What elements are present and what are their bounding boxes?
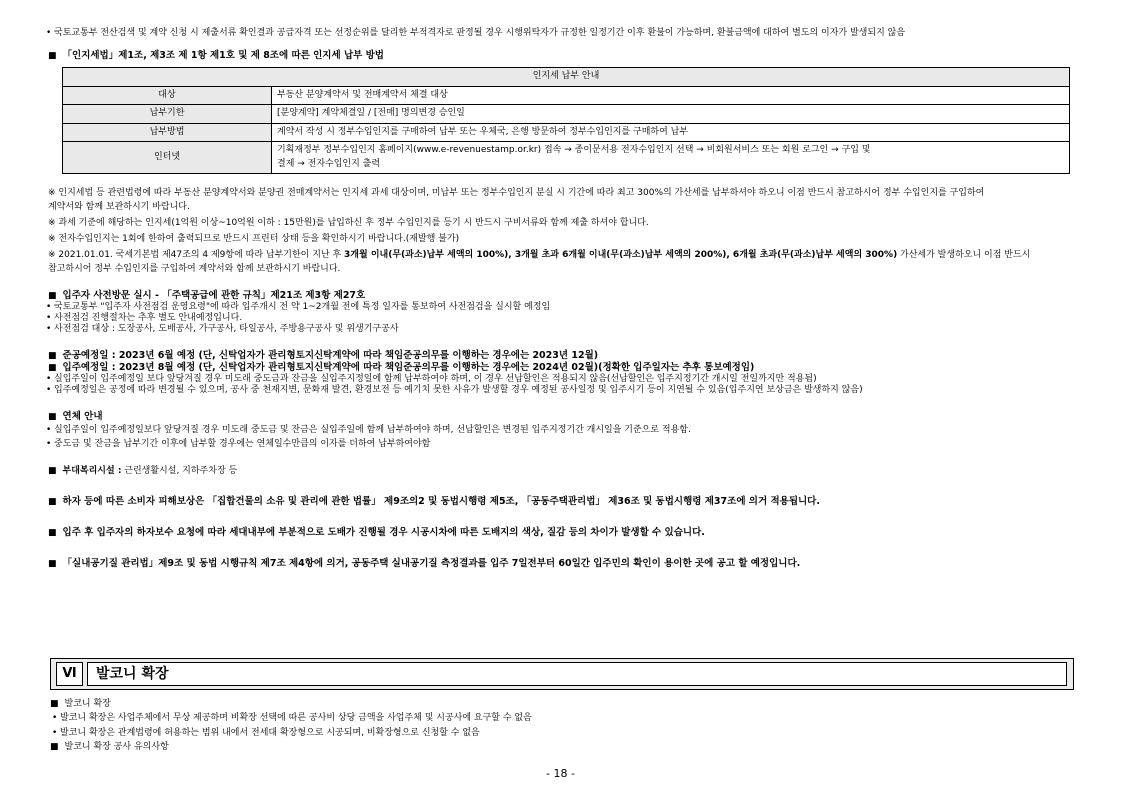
table-row [63, 123, 1070, 142]
table-row [63, 105, 1070, 124]
page-number: - 18 - [546, 767, 575, 780]
section-header-balcony [50, 658, 1074, 690]
list-item: • 실입주일이 입주예정일보다 앞당겨질 경우 미도래 중도금 및 잔금은 실입주일에 함께 납부하여야 하며, 선납할인은 변경된 입주지정기간 개시일을 기준으로 적용함. [48, 423, 1078, 437]
table-row [63, 86, 1070, 105]
balcony-section [50, 697, 1070, 755]
row-value: [분양계약] 계약체결일 / [전매] 명의변경 승인일 [272, 105, 1070, 124]
list-item: • 중도금 및 잔금을 납부기간 이후에 납부할 경우에는 연체일수만큼의 이자를 더하여 납부하여야함 [48, 437, 1078, 451]
row-label: 납부기한 [63, 105, 272, 124]
square-bullet-icon: ■ [48, 51, 57, 62]
balcony-caution-heading: ■ 발코니 확장 공사 유의사항 [50, 742, 169, 753]
square-bullet-icon: ■ [48, 496, 57, 507]
section-number: Ⅵ [56, 662, 83, 686]
overdue-heading: ■ 연체 안내 [48, 410, 103, 422]
row-label: 인터넷 [63, 142, 272, 174]
square-bullet-icon: ■ [48, 465, 57, 476]
completion-heading: ■ 준공예정일 : 2023년 6월 예정 (단, 신탁업자가 관리형토지신탁계약에 따라 책임준공의무를 이행하는 경우에는 2023년 12월) [48, 349, 599, 361]
row-label: 납부방법 [63, 123, 272, 142]
table-row [63, 142, 1070, 174]
defect-compensation-heading: ■ 하자 등에 따른 소비자 피해보상은 「집합건물의 소유 및 관리에 관한 법률」 제9조의2 및 동법시행령 제5조, 「공동주택관리법」 제36조 및 동법시행령 제37조에 의거 적용됩니다. [48, 495, 820, 507]
pre-visit-heading: ■ 입주자 사전방문 실시 - 「주택공급에 관한 규칙」제21조 제3항 제27호 [48, 289, 366, 301]
square-bullet-icon: ■ [48, 559, 57, 570]
wallpaper-notice-heading: ■ 입주 후 입주자의 하자보수 요청에 따라 세대내부에 부분적으로 도배가 진행될 경우 시공시차에 따른 도배지의 색상, 질감 등의 차이가 발생할 수 있습니다. [48, 527, 705, 539]
list-item: • 입주예정일은 공정에 따라 변경될 수 있으며, 공사 중 천재지변, 문화재 발견, 환경보전 등 예기치 못한 사유가 발생할 경우 예정된 공사일정 및 입주시기 등이 지연될 수 있음(입주지연 보상금은 발생하지 않음) [48, 385, 1078, 396]
facilities-line: ■ 부대복리시설 : 근린생활시설, 지하주차장 등 [48, 465, 238, 476]
move-in-heading: ■ 입주예정일 : 2023년 8월 예정 (단, 신탁업자가 관리형토지신탁계약에 따라 책임준공의무를 이행하는 경우에는 2024년 02월)(정확한 입주일자는 추후 통보예정임) [48, 361, 755, 373]
list-item: • 발코니 확장은 관계법령에 허용하는 범위 내에서 전세대 확장형으로 시공되며, 비확장형으로 신청할 수 없음 [54, 726, 1070, 740]
square-bullet-icon: ■ [48, 362, 57, 373]
square-bullet-icon: ■ [50, 699, 59, 709]
list-item: • 국토교통부 "입주자 사전점검 운영요령"에 따라 입주개시 전 약 1~2개월 전에 특정 일자를 통보하여 사전점검을 실시할 예정임 [48, 302, 1078, 313]
balcony-heading: ■ 발코니 확장 [50, 699, 111, 709]
list-item: • 사전점검 대상 : 도장공사, 도배공사, 가구공사, 타일공사, 주방용구공사 및 위생기구공사 [48, 324, 1078, 335]
refund-note: • 국토교통부 전산검색 및 계약 신청 시 제출서류 확인결과 공급자격 또는 선정순위를 달리한 부적격자로 판정될 경우 시행위탁자가 규정한 일정기간 이후 환불이 가능하며, 환불금액에 대하여 별도의 이자가 발생되지 않음 [48, 28, 1078, 39]
square-bullet-icon: ■ [48, 290, 57, 301]
row-value: 기획재정부 정부수입인지 홈페이지(www.e-revenuestamp.or.kr) 접속 → 종이문서용 전자수입인지 선택 → 비회원서비스 또는 회원 로그인 → 구입 및 결제 → 전자수입인지 출력 [272, 142, 1070, 174]
square-bullet-icon: ■ [48, 528, 57, 539]
list-item: • 실입주일이 입주예정일 보다 앞당겨질 경우 미도래 중도금과 잔금을 실입주지정일에 함께 납부하여야 하며, 이 경우 선납할인은 적용되지 않음(선납할인은 입주지정기간 개시일 전일까지만 적용됨) [48, 374, 1078, 385]
square-bullet-icon: ■ [50, 742, 59, 753]
square-bullet-icon: ■ [48, 411, 57, 422]
indoor-air-heading: ■ 「실내공기질 관리법」제9조 및 동법 시행규칙 제7조 제4항에 의거, 공동주택 실내공기질 측정결과를 입주 7일전부터 60일간 입주민의 확인이 용이한 곳에 공고 할 예정입니다. [48, 558, 801, 570]
section-title: 발코니 확장 [87, 662, 1067, 686]
stamp-tax-notes: ※ 인지세법 등 관련법령에 따라 부동산 분양계약서와 분양권 전매계약서는 인지세 과세 대상이며, 미납부 또는 정부수입인지 분실 시 기간에 따라 최고 300%의 가산세를 납부하셔야 하오니 이점 반드시 참고하시어 정부 수입인지를 구입하여 계약서와 함께 보관하시기 바랍니다. ※ 과세 기준에 해당하는 인지세(1억원 이상~10억원 이하 : 15만원)를 납입하신 후 정부 수입인지를 등기 시 반드시 구비서류와 함께 제출 하셔야 합니다. ※ 전자수입인지는 1회에 한하여 출력되므로 반드시 프린터 상태 등을 확인하시기 바랍니다.(재발행 불가) ※ 2021.01.01. 국세기본법 제47조의 4 제9항에 따라 납부기한이 지난 후 3개월 이내(무(과소)납부 세액의 100%), 3개월 초과 6개월 이내(무(과소)납부 세액의 200%), 6개월 초과(무(과소)납부 세액의 300%) 가산세가 발생하오니 이점 반드시 참고하시어 정부 수입인지를 구입하여 계약서와 함께 보관하시기 바랍니다. [48, 188, 1031, 275]
document-page [48, 28, 1078, 571]
stamp-tax-heading: ■ 「인지세법」제1조, 제3조 제 1항 제1호 및 제 8조에 따른 인지세 납부 방법 [48, 50, 384, 62]
row-value: 부동산 분양계약서 및 전매계약서 체결 대상 [272, 86, 1070, 105]
row-label: 대상 [63, 86, 272, 105]
list-item: • 발코니 확장은 사업주체에서 무상 제공하며 비확장 선택에 따른 공사비 상당 금액을 사업주체 및 시공사에 요구할 수 없음 [54, 711, 1070, 725]
list-item: • 사전점검 진행절차는 추후 별도 안내예정입니다. [48, 313, 1078, 324]
row-value: 계약서 작성 시 정부수입인지를 구매하여 납부 또는 우체국, 은행 방문하여 정부수입인지를 구매하여 납부 [272, 123, 1070, 142]
stamp-tax-table [62, 67, 1070, 175]
stamp-table-title: 인지세 납부 안내 [63, 67, 1070, 86]
square-bullet-icon: ■ [48, 350, 57, 361]
